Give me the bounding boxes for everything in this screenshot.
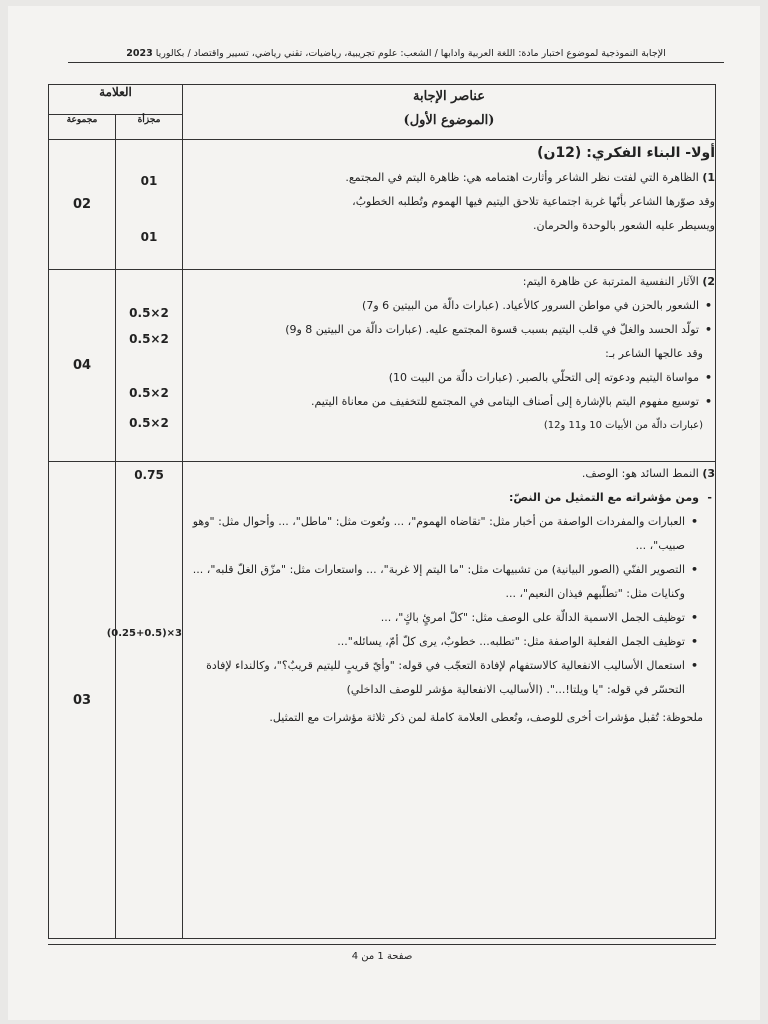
subject-title: (الموضوع الأول) <box>403 113 495 128</box>
q2-treatment-1: • مواساة اليتيم ودعوته إلى التحلّي بالصبر. (عبارات دالّة من البيت 10) <box>183 366 699 390</box>
marks-header: العلامة <box>49 85 183 115</box>
answers-title: عناصر الإجابة <box>413 89 485 104</box>
q2-mark-3: 2×0.5 <box>129 386 169 400</box>
q1-line2: وقد صوّرها الشاعر بأنّها غربة اجتماعية تلاحق اليتيم فيها الهموم وتُطلبه الخطوبُ، <box>352 195 715 208</box>
question-1-content <box>183 140 716 270</box>
q2-mark-1: 2×0.5 <box>129 306 169 320</box>
q2-effect-2: • تولّد الحسد والغلّ في قلب اليتيم بسبب قسوة المجتمع عليه. (عبارات دالّة من البيتين 8 و9) <box>183 318 699 342</box>
q2-number: 2) <box>702 275 715 288</box>
q2-intro: الآثار النفسية المترتبة عن ظاهرة اليتم: <box>522 275 699 288</box>
page-footer: صفحة 1 من 4 <box>48 944 716 962</box>
q3-mark-1: 0.75 <box>134 468 164 482</box>
q2-treatment-intro: وقد عالجها الشاعر بـ: <box>605 347 703 360</box>
q1-total-mark: 02 <box>49 140 116 270</box>
q2-mark-4: 2×0.5 <box>129 416 169 430</box>
header-text: الإجابة النموذجية لموضوع اختبار مادة: اللغة العربية وآدابها / الشعب: علوم تجريبية، رياضيات، تقني رياضي، تسيير واقتصاد / بكالوريا <box>155 48 666 59</box>
section-1-title: أولا- البناء الفكري: (12ن) <box>537 145 715 161</box>
q3-mark-2: 3×(0.25+0.5) <box>106 628 182 639</box>
q2-treatment-note: (عبارات دالّة من الأبيات 10 و11 و12) <box>543 420 703 431</box>
answer-key-table <box>48 84 716 939</box>
q1-line3: ويسيطر عليه الشعور بالوحدة والحرمان. <box>532 219 715 232</box>
q3-indicator-3: • توظيف الجمل الاسمية الدالّة على الوصف مثل: "كلّ امرئٍ باكٍ"، ... <box>183 606 685 630</box>
answers-header <box>183 85 716 140</box>
q3-total-mark: 03 <box>49 462 116 939</box>
q3-indicator-4: • توظيف الجمل الفعلية الواصفة مثل: "تطلبه... خطوبٌ، يرى كلّ أمّ، يسائله"... <box>183 630 685 654</box>
q1-line1 <box>183 166 715 190</box>
question-2-content <box>183 270 716 462</box>
question-1-row <box>49 140 716 270</box>
document-header <box>68 48 724 63</box>
q1-number: 1) <box>702 171 715 184</box>
q2-mark-2: 2×0.5 <box>129 332 169 346</box>
q1-mark-2: 01 <box>140 230 158 244</box>
q2-effect-1: • الشعور بالحزن في مواطن السرور كالأعياد. (عبارات دالّة من البيتين 6 و7) <box>183 294 699 318</box>
q3-partial-marks <box>106 462 183 939</box>
q3-note: ملحوظة: تُقبل مؤشرات أخرى للوصف، وتُعطى العلامة كاملة لمن ذكر ثلاثة مؤشرات مع التمثيل. <box>269 711 703 724</box>
q3-intro: النمط السائد هو: الوصف. <box>581 467 699 480</box>
total-marks-header: مجموعة <box>49 114 116 139</box>
question-2-row <box>49 270 716 462</box>
q3-intro-line <box>183 462 715 486</box>
q3-sub-intro: - ومن مؤشراته مع التمثيل من النصّ: <box>183 486 699 510</box>
q1-partial-marks <box>116 140 183 270</box>
q3-number: 3) <box>702 467 715 480</box>
q2-treatment-list <box>183 366 715 414</box>
q3-indicator-5: • استعمال الأساليب الانفعالية كالاستفهام لإفادة التعجّب في قوله: "وأيّ قريبٍ لليتيم قريبٌ؟"، وكالنداء لإفادة التحسّر في قوله: "يا ويلتا!...". (الأساليب الانفعالية مؤشر للوصف الداخلي) <box>183 654 685 702</box>
partial-marks-header: مجزأة <box>116 114 183 139</box>
q3-indicator-1: • العبارات والمفردات الواصفة من أخبار مثل: "تقاضاه الهموم"، ... ونُعوت مثل: "ماطل"، ... وأحوال مثل: "وهو صبيب"، ... <box>183 510 685 558</box>
q2-total-mark: 04 <box>49 270 116 462</box>
question-3-content <box>183 462 716 939</box>
header-year: 2023 <box>126 48 153 59</box>
q3-indicators-list <box>183 510 715 702</box>
q1-answer-text: الظاهرة التي لفتت نظر الشاعر وأثارت اهتمامه هي: ظاهرة اليتم في المجتمع. <box>345 171 699 184</box>
q3-indicator-2: • التصوير الفنّي (الصور البيانية) من تشبيهات مثل: "ما اليتم إلا غربة"، ... واستعارات مثل: "مزّق الغلّ قلبه"، ... وكنايات مثل: "تطلّبهم فيذان النعيم"، ... <box>183 558 685 606</box>
q2-effects-list <box>183 294 715 342</box>
q2-treatment-2: • توسيع مفهوم اليتم بالإشارة إلى أصناف اليتامى في المجتمع للتخفيف من معاناة اليتيم. <box>183 390 699 414</box>
q2-partial-marks <box>116 270 183 462</box>
q1-mark-1: 01 <box>140 174 158 188</box>
q2-intro-line <box>183 270 715 294</box>
q3-sub-list <box>183 486 715 510</box>
question-3-row <box>49 462 716 939</box>
